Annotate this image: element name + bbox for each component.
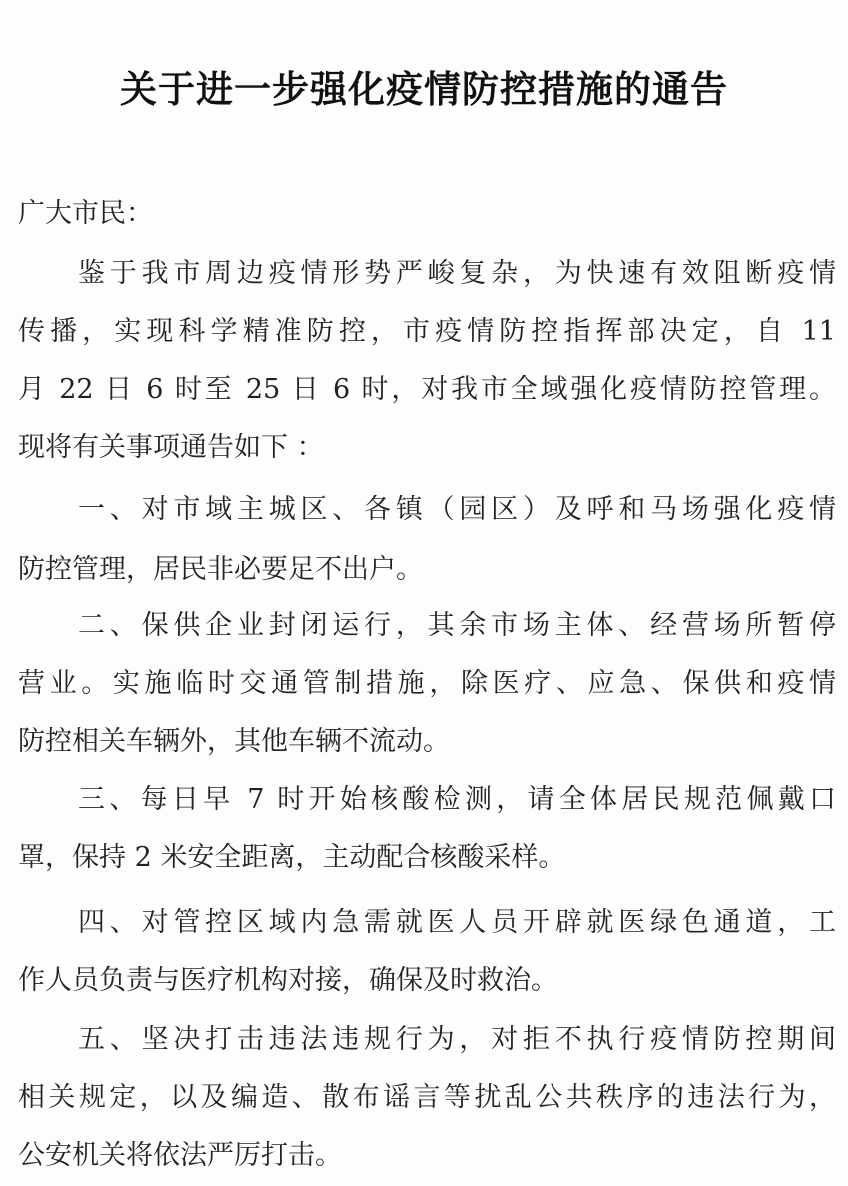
item-5-line-1: 五、坚决打击违法违规行为，对拒不执行疫情防控期间	[78, 1024, 836, 1055]
item-5-line-2: 相关规定，以及编造、散布谣言等扰乱公共秩序的违法行为，	[18, 1082, 836, 1113]
paragraph-intro-line-4: 现将有关事项通告如下 ：	[18, 432, 324, 463]
item-1-line-2: 防控管理，居民非必要足不出户。	[18, 554, 423, 585]
item-5-line-3: 公安机关将依法严厉打击。	[18, 1140, 342, 1171]
item-3-line-1: 三、每日早 7 时开始核酸检测，请全体居民规范佩戴口	[78, 784, 836, 815]
salutation: 广大市民：	[18, 198, 153, 229]
item-2-line-3: 防控相关车辆外，其他车辆不流动。	[18, 726, 450, 757]
paragraph-intro-line-1: 鉴于我市周边疫情形势严峻复杂，为快速有效阻断疫情	[78, 258, 836, 289]
item-3-line-2: 罩，保持 2 米安全距离，主动配合核酸采样。	[18, 842, 566, 873]
item-4-line-1: 四、对管控区域内急需就医人员开辟就医绿色通道，工	[78, 907, 836, 938]
paragraph-intro-line-2: 传播，实现科学精准防控，市疫情防控指挥部决定，自 11	[18, 316, 836, 347]
item-2-line-1: 二、保供企业封闭运行，其余市场主体、经营场所暂停	[78, 610, 836, 641]
paragraph-intro-line-3: 月 22 日 6 时至 25 日 6 时，对我市全域强化疫情防控管理。	[18, 374, 836, 405]
item-1-line-1: 一、对市域主城区、各镇（园区）及呼和马场强化疫情	[78, 494, 836, 525]
item-2-line-2: 营业。实施临时交通管制措施，除医疗、应急、保供和疫情	[18, 668, 836, 699]
item-4-line-2: 作人员负责与医疗机构对接，确保及时救治。	[18, 965, 558, 996]
notice-title: 关于进一步强化疫情防控措施的通告	[120, 68, 728, 111]
